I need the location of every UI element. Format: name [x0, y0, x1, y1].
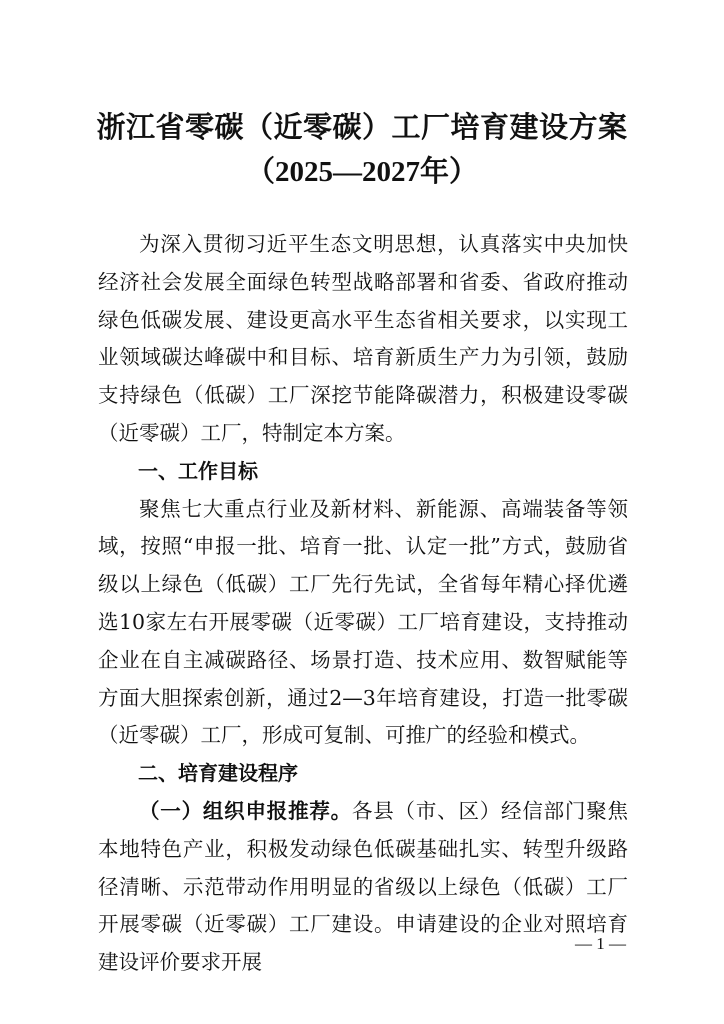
procedure-item-label: （一）组织申报推荐。 [139, 798, 352, 823]
goals-paragraph: 聚焦七大重点行业及新材料、新能源、高端装备等领域，按照“申报一批、培育一批、认定一批”方式，鼓励省级以上绿色（低碳）工厂先行先试，全省每年精心择优遴选10家左右开展零碳（近零碳）工厂培育建设，支持推动企业在自主减碳路径、场景打造、技术应用、数智赋能等方面大胆探索创新，通过2—3年培育建设，打造一批零碳（近零碳）工厂，形成可复制、可推广的经验和模式。 [98, 496, 628, 748]
procedure-item-text: 各县（市、区）经信部门聚焦本地特色产业，积极发动绿色低碳基础扎实、转型升级路径清晰、示范带动作用明显的省级以上绿色（低碳）工厂开展零碳（近零碳）工厂建设。申请建设的企业对照培育建设评价要求开展 [98, 798, 629, 975]
intro-paragraph: 为深入贯彻习近平生态文明思想，认真落实中央加快经济社会发展全面绿色转型战略部署和省委、省政府推动绿色低碳发展、建设更高水平生态省相关要求，以实现工业领域碳达峰碳中和目标、培育新质生产力为引领，鼓励支持绿色（低碳）工厂深挖节能降碳潜力，积极建设零碳（近零碳）工厂，特制定本方案。 [98, 232, 628, 445]
page-number: — 1 — [575, 934, 626, 953]
section-heading-procedure: 二、培育建设程序 [138, 761, 298, 786]
document-subtitle: （2025—2027年） [245, 156, 478, 188]
section-heading-goals: 一、工作目标 [138, 458, 258, 483]
document-title: 浙江省零碳（近零碳）工厂培育建设方案 [96, 112, 628, 144]
procedure-paragraph [98, 793, 628, 982]
title-block [0, 108, 724, 192]
document-body [98, 226, 628, 982]
